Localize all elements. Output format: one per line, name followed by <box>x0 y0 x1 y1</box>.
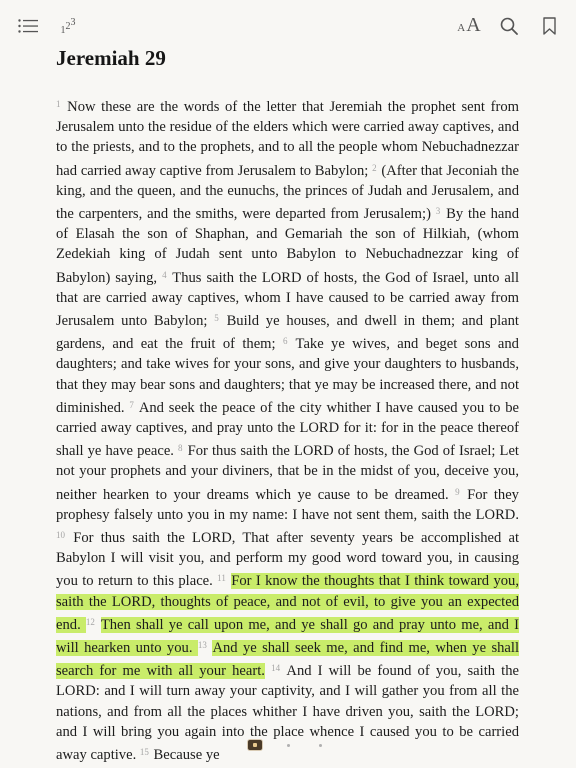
verse-text[interactable]: And seek the peace of the city whither I have caused you to be carried away captives, and pray unto the LORD for it: for in the peace thereof shall ye have peace. <box>56 399 520 460</box>
page-dot[interactable] <box>287 744 290 747</box>
top-toolbar <box>0 0 576 52</box>
treasure-chest-icon[interactable] <box>248 740 262 750</box>
font-size-button[interactable] <box>454 12 484 42</box>
verse-number[interactable]: 4 <box>162 269 167 280</box>
table-of-contents-button[interactable] <box>14 12 42 40</box>
chapter-title: Jeremiah 29 <box>56 46 166 70</box>
highlighted-verse-text[interactable]: And ye shall seek me, and find me, when ye shall search for me with all your heart. <box>56 640 520 680</box>
verse-text[interactable]: For thus saith the LORD, That after seventy years be accomplished at Babylon I will visit you, and perform my good word toward you, in causing you to return to this place. <box>56 530 520 590</box>
verse-numbers-digit-2: 2 <box>65 20 71 32</box>
verse-text[interactable]: Thus saith the LORD of hosts, the God of Israel, unto all that are carried away captives, whom I have caused to be carried away from Jerusalem unto Babylon; <box>56 269 519 330</box>
highlighted-verse-text[interactable]: For I know the thoughts that I think toward you, saith the LORD, thoughts of peace, and not of evil, to give you an expected end. <box>56 573 519 633</box>
verse-text[interactable]: Build ye houses, and dwell in them; and plant gardens, and eat the fruit of them; <box>56 313 519 353</box>
bookmark-icon <box>543 17 556 35</box>
verse-number[interactable]: 8 <box>178 443 183 454</box>
verse-number[interactable]: 10 <box>56 530 65 541</box>
verse-number[interactable]: 9 <box>455 486 460 497</box>
verse-number[interactable]: 7 <box>129 399 134 410</box>
verse-text[interactable]: Take ye wives, and beget sons and daughters; and take wives for your sons, and give your daughters to husbands, that they may bear sons and daughters; that ye may be increased there, and not diminished. <box>56 336 519 416</box>
verse-number[interactable]: 5 <box>214 313 219 324</box>
font-big-a: A <box>466 14 481 36</box>
verse-number[interactable]: 2 <box>372 162 377 173</box>
verse-text[interactable]: (After that Jeconiah the king, and the queen, and the eunuchs, the princes of Judah and Jerusalem, and the carpenters, and the smiths, were departed from Jerusalem;) <box>56 162 519 223</box>
verse-text[interactable]: And I will be found of you, saith the LORD: and I will turn away your captivity, and I will gather you from all the nations, and from all the places whither I have driven you, saith the LORD; and I will bring you again into the place whence I caused you to be carried away captive. <box>56 663 519 764</box>
highlighted-verse-text[interactable]: Then shall ye call upon me, and ye shall go and pray unto me, and I will hearken unto you. <box>56 616 519 657</box>
verse-text[interactable]: By the hand of Elasah the son of Shaphan, and Gemariah the son of Hilkiah, (whom Zedekiah king of Judah sent unto Babylon to Nebuchadnezzar king of Babylon) saying, <box>56 206 519 286</box>
search-button[interactable] <box>496 12 522 40</box>
verse-numbers-digit-3: 3 <box>70 16 76 28</box>
list-icon <box>18 19 38 33</box>
chapter-text <box>56 94 519 765</box>
verse-number[interactable]: 14 <box>271 663 281 674</box>
verse-text[interactable]: For thus saith the LORD of hosts, the God of Israel; Let not your prophets and your diviners, that be in the midst of you, deceive you, neither hearken to your dreams which ye cause to be dreamed. <box>56 443 519 503</box>
verse-number[interactable]: 15 <box>139 747 149 758</box>
verse-number[interactable]: 11 <box>217 573 226 584</box>
page-indicator <box>0 738 576 754</box>
verse-number[interactable]: 1 <box>56 99 61 109</box>
search-icon <box>500 17 518 35</box>
verse-number[interactable]: 13 <box>197 640 207 651</box>
verse-numbers-toggle[interactable] <box>54 12 82 40</box>
verse-text[interactable]: For they prophesy falsely unto you in my name: I have not sent them, saith the LORD. <box>56 486 519 523</box>
verse-text[interactable]: Now these are the words of the letter that Jeremiah the prophet sent from Jerusalem unto the residue of the elders which were carried away captives, and to the priests, and to the prophets, and to all the people whom Nebuchadnezzar had carried away captive from Jerusalem to Babylon; <box>56 99 519 179</box>
verse-number[interactable]: 12 <box>85 616 95 627</box>
font-small-a: A <box>457 22 466 34</box>
page-dot[interactable] <box>319 744 322 747</box>
verse-numbers-digit-1: 1 <box>60 24 66 36</box>
verse-number[interactable]: 6 <box>282 336 288 347</box>
bookmark-button[interactable] <box>538 12 560 40</box>
verse-text[interactable]: Because ye <box>153 747 220 764</box>
verse-number[interactable]: 3 <box>435 206 441 217</box>
